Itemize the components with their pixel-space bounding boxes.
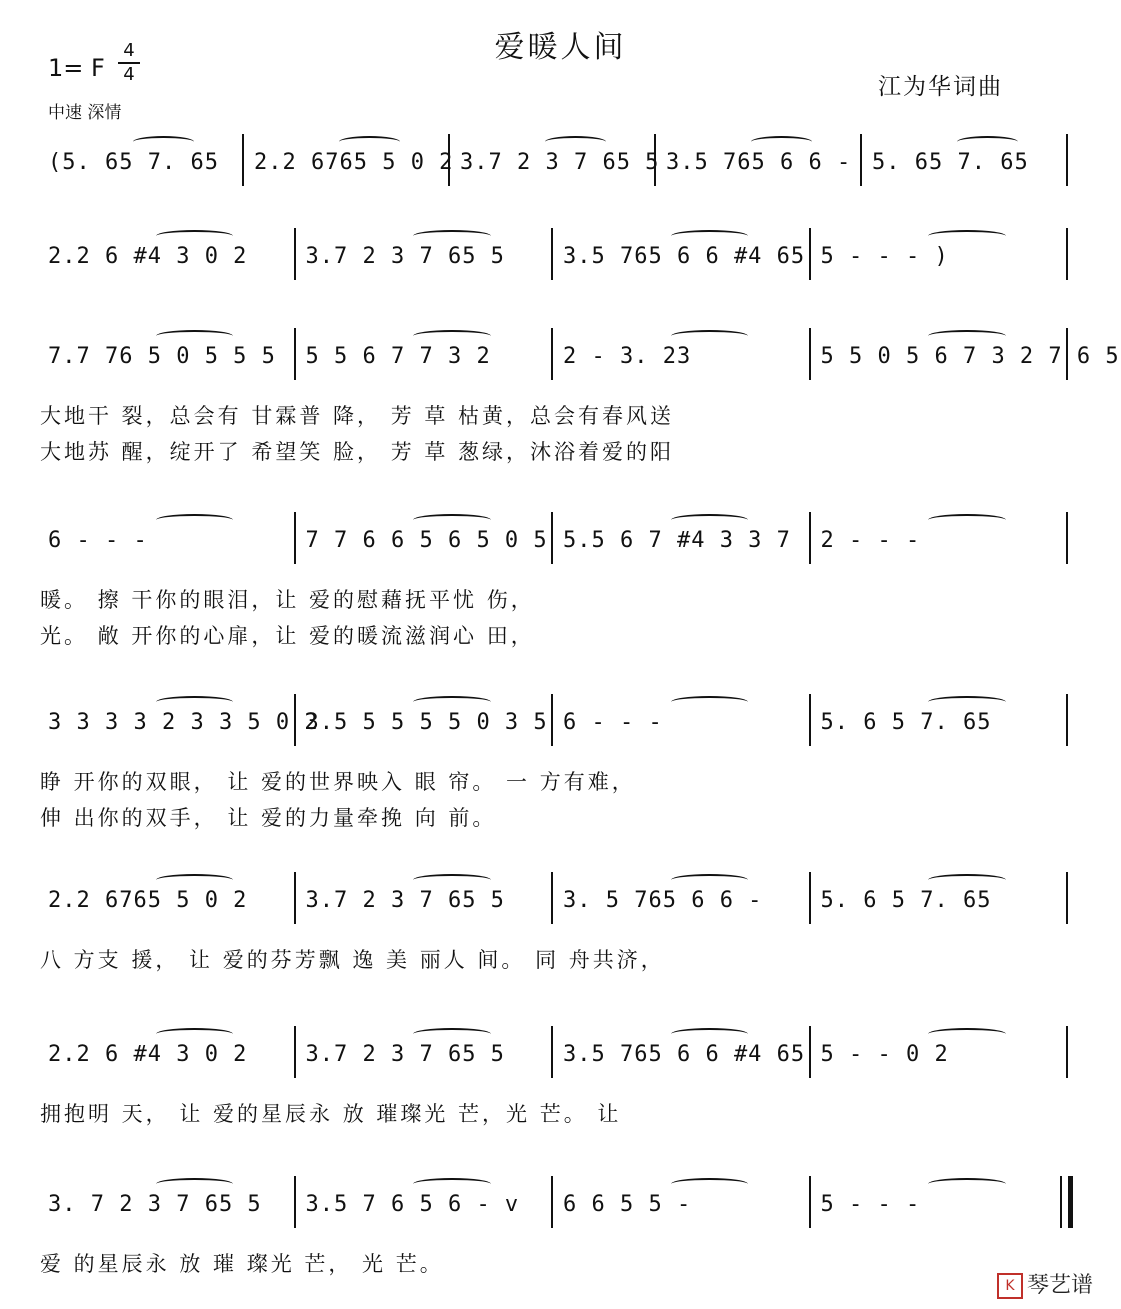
notation-row xyxy=(40,1192,1080,1236)
tempo-marking: 中速 深情 xyxy=(48,103,122,123)
slur-mark xyxy=(928,230,1005,242)
measure: 2.2 6765 5 0 2 xyxy=(48,888,248,913)
slur-mark xyxy=(156,874,233,886)
slur-mark xyxy=(928,1178,1005,1190)
slur-mark xyxy=(156,1178,233,1190)
notation-row xyxy=(40,1042,1080,1086)
slur-mark xyxy=(671,696,748,708)
slur-mark xyxy=(671,514,748,526)
notation-row xyxy=(40,528,1080,572)
barline xyxy=(294,512,296,564)
barline xyxy=(551,328,553,380)
barline xyxy=(1066,228,1068,280)
lyric-line: 光。 敞 开你的心扉，让 爱的暖流滋润心 田， xyxy=(40,624,535,648)
lyric-line: 暖。 擦 干你的眼泪，让 爱的慰藉抚平忧 伤， xyxy=(40,588,535,612)
lyric-line: 伸 出你的双手， 让 爱的力量牵挽 向 前。 xyxy=(40,806,497,830)
measure: 5 - - 0 2 xyxy=(820,1042,949,1067)
slur-mark xyxy=(928,330,1005,342)
barline xyxy=(809,228,811,280)
measure: 5 - - - xyxy=(820,1192,921,1217)
slur-mark xyxy=(751,136,813,148)
lyric-line: 大地干 裂，总会有 甘霖普 降， 芳 草 枯黄，总会有春风送 xyxy=(40,404,675,428)
final-barline xyxy=(1060,1176,1073,1228)
slur-mark xyxy=(928,514,1005,526)
barline xyxy=(1066,134,1068,186)
lyric-line: 八 方支 援， 让 爱的芬芳飘 逸 美 丽人 间。 同 舟共济， xyxy=(40,948,665,972)
measure: 5 5 0 5 6 7 3 2 7 6 5 xyxy=(820,344,1120,369)
barline xyxy=(809,1026,811,1078)
barline xyxy=(551,512,553,564)
measure: 3.5 765 6 6 #4 65 xyxy=(563,1042,806,1067)
slur-mark xyxy=(156,696,233,708)
slur-mark xyxy=(671,330,748,342)
slur-mark xyxy=(133,136,195,148)
measure: 3.7 2 3 7 65 5 xyxy=(460,150,660,175)
slur-mark xyxy=(545,136,607,148)
notation-row xyxy=(40,244,1080,288)
slur-mark xyxy=(957,136,1019,148)
measure: 2.2 6 #4 3 0 2 xyxy=(48,244,248,269)
measure: 2.2 6765 5 0 2 xyxy=(254,150,454,175)
composer-credit: 江为华词曲 xyxy=(878,74,1003,100)
barline xyxy=(809,512,811,564)
meter-bottom: 4 xyxy=(118,62,140,86)
barline xyxy=(294,1026,296,1078)
measure: 7.7 76 5 0 5 5 5 xyxy=(48,344,276,369)
slur-mark xyxy=(671,230,748,242)
notation-row xyxy=(40,710,1080,754)
barline xyxy=(1066,872,1068,924)
measure: 3 3 3 3 2 3 3 5 0 2 xyxy=(48,710,319,735)
measure: 5 5 6 7 7 3 2 xyxy=(305,344,491,369)
slur-mark xyxy=(413,230,490,242)
time-signature xyxy=(118,40,140,86)
barline xyxy=(1066,512,1068,564)
slur-mark xyxy=(928,696,1005,708)
slur-mark xyxy=(671,1028,748,1040)
meter-top: 4 xyxy=(123,40,135,61)
barline xyxy=(294,872,296,924)
measure: 3.7 2 3 7 65 5 xyxy=(305,888,505,913)
slur-mark xyxy=(156,230,233,242)
barline xyxy=(294,328,296,380)
slur-mark xyxy=(156,1028,233,1040)
measure: 6 - - - xyxy=(48,528,148,553)
slur-mark xyxy=(339,136,401,148)
slur-mark xyxy=(413,1178,490,1190)
barline xyxy=(1066,328,1068,380)
measure: 6 6 5 5 - xyxy=(563,1192,692,1217)
measure: 5 - - - ) xyxy=(820,244,949,269)
watermark-logo xyxy=(997,1268,1093,1299)
notation-row xyxy=(40,150,1080,194)
slur-mark xyxy=(928,874,1005,886)
slur-mark xyxy=(413,696,490,708)
measure: 5. 65 7. 65 xyxy=(872,150,1029,175)
measure: 3.7 2 3 7 65 5 xyxy=(305,1042,505,1067)
measure: 2.2 6 #4 3 0 2 xyxy=(48,1042,248,1067)
lyric-line: 爱 的星辰永 放 璀 璨光 芒， 光 芒。 xyxy=(40,1252,444,1276)
slur-mark xyxy=(413,874,490,886)
measure: 5. 6 5 7. 65 xyxy=(820,710,992,735)
barline xyxy=(809,328,811,380)
measure: 3. 7 2 3 7 65 5 xyxy=(48,1192,262,1217)
measure: 2 - - - xyxy=(820,528,921,553)
barline xyxy=(809,872,811,924)
slur-mark xyxy=(413,330,490,342)
barline xyxy=(294,1176,296,1228)
measure: (5. 65 7. 65 xyxy=(48,150,219,175)
measure: 3.5 765 6 6 #4 65 xyxy=(563,244,806,269)
measure: 2 - 3. 23 xyxy=(563,344,692,369)
measure: 3.5 765 6 6 - xyxy=(666,150,852,175)
barline xyxy=(551,228,553,280)
measure: 3. 5 765 6 6 - xyxy=(563,888,763,913)
barline xyxy=(242,134,244,186)
measure: 5. 6 5 7. 65 xyxy=(820,888,992,913)
measure: 3.5 5 5 5 5 0 3 5 xyxy=(305,710,548,735)
slur-mark xyxy=(413,514,490,526)
barline xyxy=(551,1176,553,1228)
measure: 5.5 6 7 #4 3 3 7 xyxy=(563,528,791,553)
slur-mark xyxy=(156,514,233,526)
barline xyxy=(294,694,296,746)
notation-row xyxy=(40,888,1080,932)
slur-mark xyxy=(413,1028,490,1040)
barline xyxy=(294,228,296,280)
barline xyxy=(809,1176,811,1228)
barline xyxy=(551,1026,553,1078)
logo-icon: K xyxy=(997,1273,1023,1299)
slur-mark xyxy=(671,874,748,886)
measure: 6 - - - xyxy=(563,710,663,735)
lyric-line: 睁 开你的双眼， 让 爱的世界映入 眼 帘。 一 方有难， xyxy=(40,770,636,794)
notation-row xyxy=(40,344,1120,388)
measure: 7 7 6 6 5 6 5 0 5 xyxy=(305,528,548,553)
barline xyxy=(448,134,450,186)
barline xyxy=(1066,1026,1068,1078)
slur-mark xyxy=(156,330,233,342)
barline xyxy=(1066,694,1068,746)
watermark-text: 琴艺谱 xyxy=(1026,1273,1093,1298)
key-signature: 1= F xyxy=(48,54,105,82)
barline xyxy=(654,134,656,186)
lyric-line: 拥抱明 天， 让 爱的星辰永 放 璀璨光 芒，光 芒。 让 xyxy=(40,1102,622,1126)
barline xyxy=(551,872,553,924)
measure: 3.5 7 6 5 6 - v xyxy=(305,1192,520,1217)
barline xyxy=(809,694,811,746)
measure: 3.7 2 3 7 65 5 xyxy=(305,244,505,269)
barline xyxy=(551,694,553,746)
slur-mark xyxy=(928,1028,1005,1040)
barline xyxy=(860,134,862,186)
slur-mark xyxy=(671,1178,748,1190)
song-title: 爱暖人间 xyxy=(494,30,627,65)
lyric-line: 大地苏 醒，绽开了 希望笑 脸， 芳 草 葱绿，沐浴着爱的阳 xyxy=(40,440,675,464)
